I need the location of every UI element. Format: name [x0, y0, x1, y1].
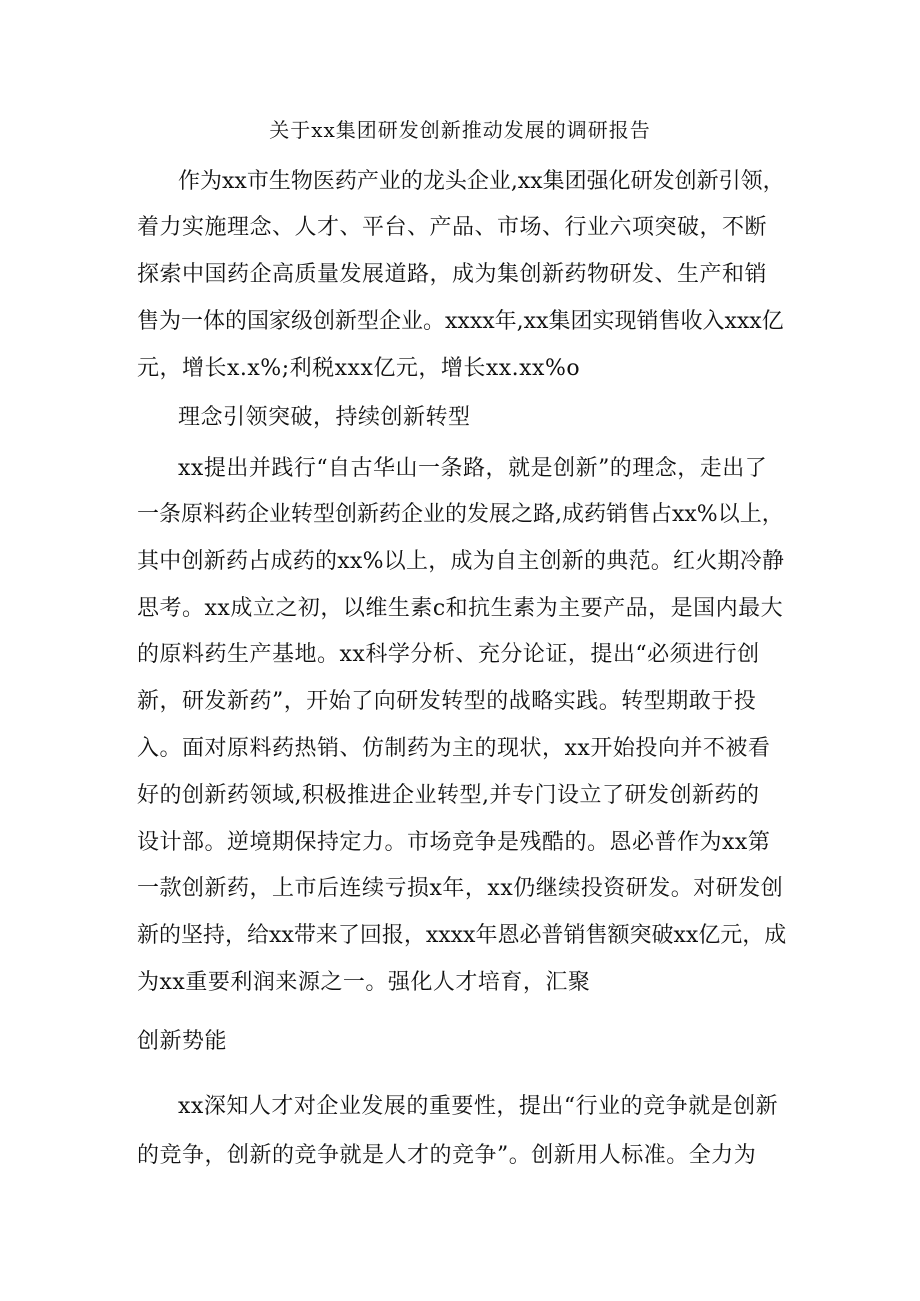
paragraph-line: 的竞争，创新的竞争就是人才的竞争”。创新用人标准。全力为 [137, 1143, 757, 1168]
paragraph-line: 新，研发新药”，开始了向研发转型的战略实践。转型期敢于投 [137, 689, 757, 714]
paragraph-line: 入。面对原料药热销、仿制药为主的现状，xx开始投向并不被看 [137, 736, 771, 761]
paragraph-line: 一条原料药企业转型创新药企业的发展之路,成药销售占xx%以上， [137, 502, 784, 527]
section-heading: 理念引领突破，持续创新转型 [178, 405, 471, 430]
paragraph-line: 新的坚持，给xx带来了回报，xxxx年恩必普销售额突破xx亿元，成 [137, 923, 787, 948]
paragraph-line: 好的创新药领域,积极推进企业转型,并专门设立了研发创新药的 [137, 783, 760, 808]
paragraph-line: 设计部。逆境期保持定力。市场竞争是残酷的。恩必普作为xx第 [137, 830, 771, 855]
paragraph-line: 着力实施理念、人才、平台、产品、市场、行业六项突破，不断 [137, 215, 768, 240]
paragraph-line: 为xx重要利润来源之一。强化人才培育，汇聚 [137, 970, 591, 995]
paragraph-line: 一款创新药，上市后连续亏损x年，xx仍继续投资研发。对研发创 [137, 876, 784, 901]
paragraph-line: 探索中国药企高质量发展道路，成为集创新药物研发、生产和销 [137, 262, 768, 287]
paragraph-line: 售为一体的国家级创新型企业。xxxx年,xx集团实现销售收入xxx亿 [137, 309, 784, 334]
paragraph-line: 的原料药生产基地。xx科学分析、充分论证，提出“必须进行创 [137, 642, 760, 667]
paragraph-line: 元，增长x.x%;利税xxx亿元，增长xx.xx%o [137, 356, 581, 381]
paragraph-line: 思考。xx成立之初，以维生素c和抗生素为主要产品，是国内最大 [137, 596, 784, 621]
paragraph-line: xx深知人才对企业发展的重要性，提出“行业的竞争就是创新 [178, 1094, 779, 1119]
document-title: 关于xx集团研发创新推动发展的调研报告 [269, 118, 651, 142]
paragraph-line: 作为xx市生物医药产业的龙头企业,xx集团强化研发创新引领， [178, 169, 785, 194]
paragraph-line: xx提出并践行“自古华山一条路，就是创新”的理念，走出了 [178, 456, 768, 481]
paragraph-line: 其中创新药占成药的xx%以上，成为自主创新的典范。红火期冷静 [137, 549, 785, 574]
section-heading: 创新势能 [137, 1029, 228, 1054]
